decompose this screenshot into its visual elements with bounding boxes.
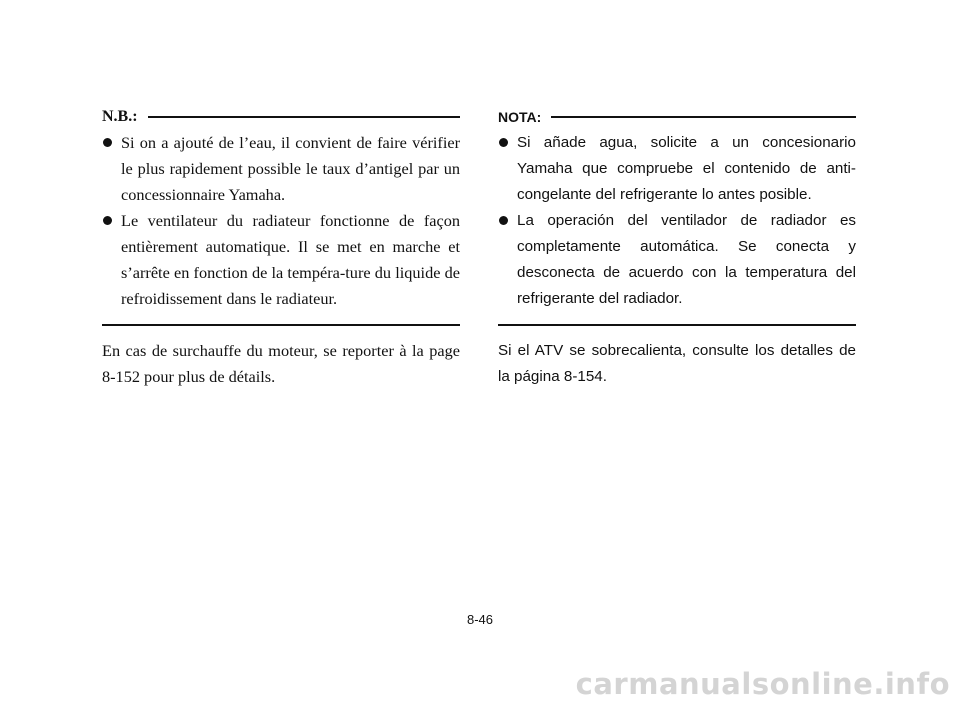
watermark: carmanualsonline.info bbox=[575, 667, 950, 701]
list-item bbox=[498, 208, 856, 312]
note-rule bbox=[551, 116, 856, 118]
note-list bbox=[102, 130, 460, 312]
list-item-text: Si añade agua, solicite a un concesionario Yamaha que compruebe el contenido de anti-congelante del refrigerante lo antes posible. bbox=[517, 134, 856, 203]
note-end-rule bbox=[102, 324, 460, 326]
list-item-text: Le ventilateur du radiateur fonctionne de façon entièrement automatique. Il se met en marche et s’arrête en fonction de la tempéra-ture du liquide de refroidissement dans le radiateur. bbox=[121, 211, 460, 308]
note-label: N.B.: bbox=[102, 108, 138, 125]
note-header bbox=[102, 104, 460, 130]
list-item bbox=[102, 208, 460, 312]
list-item-text: La operación del ventilador de radiador es completamente automática. Se conecta y desconecta de acuerdo con la temperatura del refrigerante del radiador. bbox=[517, 212, 856, 307]
bullet-icon bbox=[103, 138, 112, 147]
list-item-text: Si on a ajouté de l’eau, il convient de faire vérifier le plus rapidement possible le taux d’antigel par un concessionnaire Yamaha. bbox=[121, 133, 460, 204]
note-label: NOTA: bbox=[498, 109, 542, 125]
note-end-rule bbox=[498, 324, 856, 326]
french-column bbox=[102, 104, 460, 390]
bullet-icon bbox=[499, 216, 508, 225]
note-rule bbox=[148, 116, 460, 118]
list-item bbox=[102, 130, 460, 208]
note-header bbox=[498, 104, 856, 130]
page-number: 8-46 bbox=[466, 612, 494, 627]
body-paragraph: Si el ATV se sobrecalienta, consulte los detalles de la página 8-154. bbox=[498, 342, 856, 385]
bullet-icon bbox=[103, 216, 112, 225]
list-item bbox=[498, 130, 856, 208]
bullet-icon bbox=[499, 138, 508, 147]
body-paragraph: En cas de surchauffe du moteur, se reporter à la page 8-152 pour plus de détails. bbox=[102, 341, 460, 386]
note-list bbox=[498, 130, 856, 312]
spanish-column bbox=[498, 104, 856, 390]
